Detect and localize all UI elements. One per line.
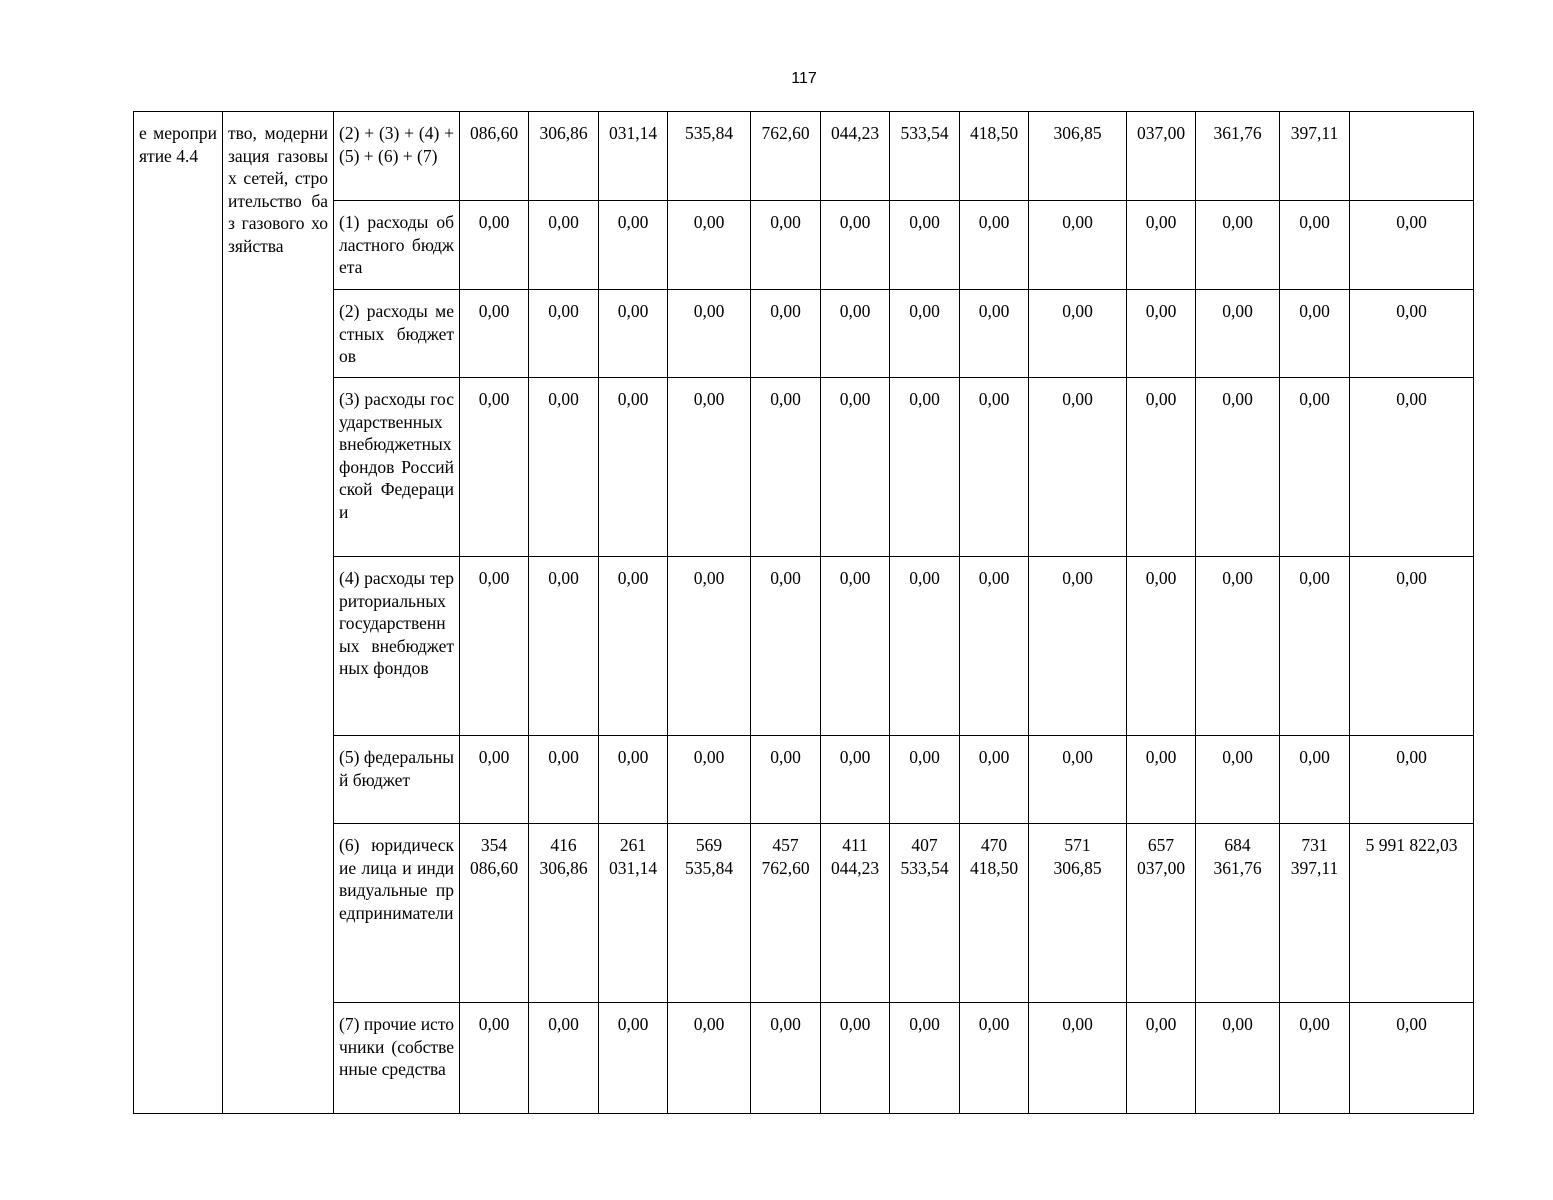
total-value-cell: 0,00 xyxy=(1350,736,1474,824)
value-cell: 535,84 xyxy=(668,112,751,201)
value-cell: 0,00 xyxy=(529,201,599,290)
value-cell: 0,00 xyxy=(890,557,960,736)
value-cell: 0,00 xyxy=(1127,290,1196,378)
value-cell: 0,00 xyxy=(599,290,668,378)
budget-table xyxy=(133,111,1474,1114)
total-value-cell: 5 991 822,03 xyxy=(1350,824,1474,1003)
value-remainder: 306,86 xyxy=(539,857,588,878)
value-cell: 0,00 xyxy=(1029,736,1127,824)
total-value-cell xyxy=(1350,112,1474,201)
value-cell: 0,00 xyxy=(890,736,960,824)
value-cell: 0,00 xyxy=(529,736,599,824)
value-cell: 037,00 xyxy=(1127,112,1196,201)
value-cell: 0,00 xyxy=(1196,378,1280,557)
value-cell: 0,00 xyxy=(668,378,751,557)
value-cell: 0,00 xyxy=(1127,201,1196,290)
value-cell: 086,60 xyxy=(460,112,529,201)
value-cell: 0,00 xyxy=(1196,736,1280,824)
value-cell: 0,00 xyxy=(599,736,668,824)
funding-source-label: (4) расходы территориальных государственных внебюджетных фондов xyxy=(334,557,460,736)
value-cell xyxy=(751,824,821,1003)
value-cell: 0,00 xyxy=(751,201,821,290)
value-cell xyxy=(1280,824,1350,1003)
funding-source-label: (6) юридические лица и индивидуальные предприниматели xyxy=(334,824,460,1003)
table-row xyxy=(134,824,1474,1003)
table-row xyxy=(134,290,1474,378)
value-remainder: 762,60 xyxy=(761,857,810,878)
page-number: 117 xyxy=(791,70,817,87)
table-row xyxy=(134,1003,1474,1114)
value-remainder: 044,23 xyxy=(830,857,880,878)
value-cell: 0,00 xyxy=(1196,201,1280,290)
value-thousands: 569 xyxy=(695,835,723,855)
table-row xyxy=(134,736,1474,824)
value-cell: 0,00 xyxy=(1127,736,1196,824)
value-remainder: 533,54 xyxy=(900,857,949,878)
value-cell: 0,00 xyxy=(821,1003,890,1114)
value-remainder: 397,11 xyxy=(1290,857,1339,878)
value-remainder: 418,50 xyxy=(969,857,1019,878)
total-value-cell: 0,00 xyxy=(1350,557,1474,736)
value-thousands: 470 xyxy=(980,835,1008,855)
value-remainder: 361,76 xyxy=(1213,857,1262,878)
value-cell: 0,00 xyxy=(821,290,890,378)
value-cell xyxy=(460,824,529,1003)
total-value-cell: 0,00 xyxy=(1350,290,1474,378)
value-cell xyxy=(1029,824,1127,1003)
value-cell: 0,00 xyxy=(668,557,751,736)
total-value-cell: 0,00 xyxy=(1350,1003,1474,1114)
value-cell: 0,00 xyxy=(1280,736,1350,824)
value-cell: 0,00 xyxy=(599,378,668,557)
value-thousands: 261 xyxy=(619,835,647,855)
value-cell: 0,00 xyxy=(599,1003,668,1114)
value-cell: 0,00 xyxy=(751,290,821,378)
value-cell: 0,00 xyxy=(751,378,821,557)
value-cell: 0,00 xyxy=(960,290,1029,378)
value-cell: 0,00 xyxy=(1127,378,1196,557)
value-thousands: 354 xyxy=(480,835,508,855)
value-cell: 0,00 xyxy=(668,201,751,290)
value-cell: 0,00 xyxy=(460,378,529,557)
value-cell: 0,00 xyxy=(1127,557,1196,736)
value-cell: 0,00 xyxy=(1029,1003,1127,1114)
value-cell: 0,00 xyxy=(529,1003,599,1114)
value-cell: 0,00 xyxy=(460,201,529,290)
value-cell xyxy=(890,824,960,1003)
funding-source-label: (7) прочие источники (собственные средства xyxy=(334,1003,460,1114)
value-cell: 0,00 xyxy=(960,1003,1029,1114)
value-cell: 0,00 xyxy=(460,736,529,824)
value-cell: 0,00 xyxy=(460,557,529,736)
funding-source-label: (2) расходы местных бюджетов xyxy=(334,290,460,378)
value-cell xyxy=(599,824,668,1003)
value-cell: 044,23 xyxy=(821,112,890,201)
value-cell: 0,00 xyxy=(1029,290,1127,378)
value-cell: 397,11 xyxy=(1280,112,1350,201)
value-cell: 0,00 xyxy=(668,1003,751,1114)
value-cell: 0,00 xyxy=(1029,201,1127,290)
value-cell: 306,86 xyxy=(529,112,599,201)
value-remainder: 086,60 xyxy=(469,857,519,878)
value-cell xyxy=(1196,824,1280,1003)
table-row xyxy=(134,557,1474,736)
value-thousands: 416 xyxy=(550,835,577,855)
value-cell: 0,00 xyxy=(1280,201,1350,290)
value-thousands: 684 xyxy=(1224,835,1251,855)
value-thousands: 731 xyxy=(1301,835,1328,855)
funding-source-label: (5) федеральный бюджет xyxy=(334,736,460,824)
value-cell: 533,54 xyxy=(890,112,960,201)
value-cell: 361,76 xyxy=(1196,112,1280,201)
table-row xyxy=(134,201,1474,290)
value-cell xyxy=(529,824,599,1003)
value-remainder: 535,84 xyxy=(684,857,734,878)
value-thousands: 457 xyxy=(772,835,799,855)
funding-source-label: (2) + (3) + (4) + (5) + (6) + (7) xyxy=(334,112,460,201)
value-cell xyxy=(821,824,890,1003)
value-cell: 0,00 xyxy=(1280,1003,1350,1114)
value-cell: 0,00 xyxy=(890,290,960,378)
measure-cell: е мероприятие 4.4 xyxy=(134,112,223,1114)
value-cell: 306,85 xyxy=(1029,112,1127,201)
value-cell: 0,00 xyxy=(960,736,1029,824)
value-cell: 0,00 xyxy=(1029,378,1127,557)
value-remainder: 031,14 xyxy=(608,857,658,878)
value-thousands: 411 xyxy=(842,835,868,855)
value-cell: 0,00 xyxy=(821,557,890,736)
value-cell: 0,00 xyxy=(1029,557,1127,736)
value-cell: 0,00 xyxy=(1280,290,1350,378)
value-cell: 0,00 xyxy=(460,1003,529,1114)
value-cell: 0,00 xyxy=(821,201,890,290)
value-cell: 0,00 xyxy=(960,201,1029,290)
value-cell: 0,00 xyxy=(1196,1003,1280,1114)
value-thousands: 571 xyxy=(1064,835,1091,855)
table-row xyxy=(134,112,1474,201)
value-cell: 0,00 xyxy=(960,378,1029,557)
value-cell xyxy=(1127,824,1196,1003)
value-cell: 0,00 xyxy=(1196,557,1280,736)
value-cell: 0,00 xyxy=(599,557,668,736)
value-cell: 0,00 xyxy=(529,290,599,378)
value-thousands: 407 xyxy=(911,835,938,855)
value-cell: 0,00 xyxy=(529,378,599,557)
funding-source-label: (3) расходы государственных внебюджетных фондов Российской Федерации xyxy=(334,378,460,557)
value-cell: 0,00 xyxy=(890,1003,960,1114)
value-cell: 0,00 xyxy=(529,557,599,736)
value-cell: 0,00 xyxy=(960,557,1029,736)
total-value-cell: 0,00 xyxy=(1350,201,1474,290)
total-value-cell: 0,00 xyxy=(1350,378,1474,557)
value-remainder: 037,00 xyxy=(1136,857,1186,878)
value-cell: 418,50 xyxy=(960,112,1029,201)
value-cell: 0,00 xyxy=(1127,1003,1196,1114)
table-row xyxy=(134,378,1474,557)
value-cell xyxy=(960,824,1029,1003)
value-cell: 762,60 xyxy=(751,112,821,201)
value-cell: 0,00 xyxy=(1280,557,1350,736)
value-remainder: 306,85 xyxy=(1053,857,1102,878)
funding-source-label: (1) расходы областного бюджета xyxy=(334,201,460,290)
value-cell: 0,00 xyxy=(890,378,960,557)
value-thousands: 657 xyxy=(1147,835,1175,855)
value-cell: 0,00 xyxy=(460,290,529,378)
value-cell: 0,00 xyxy=(890,201,960,290)
value-cell: 0,00 xyxy=(668,290,751,378)
value-cell: 0,00 xyxy=(751,1003,821,1114)
value-cell: 0,00 xyxy=(821,378,890,557)
value-cell: 0,00 xyxy=(751,736,821,824)
value-cell: 0,00 xyxy=(751,557,821,736)
value-cell: 031,14 xyxy=(599,112,668,201)
value-cell xyxy=(668,824,751,1003)
description-cell: тво, модернизация газовых сетей, строительство баз газового хозяйства xyxy=(223,112,334,1114)
value-cell: 0,00 xyxy=(1196,290,1280,378)
value-cell: 0,00 xyxy=(599,201,668,290)
value-cell: 0,00 xyxy=(668,736,751,824)
value-cell: 0,00 xyxy=(1280,378,1350,557)
value-cell: 0,00 xyxy=(821,736,890,824)
